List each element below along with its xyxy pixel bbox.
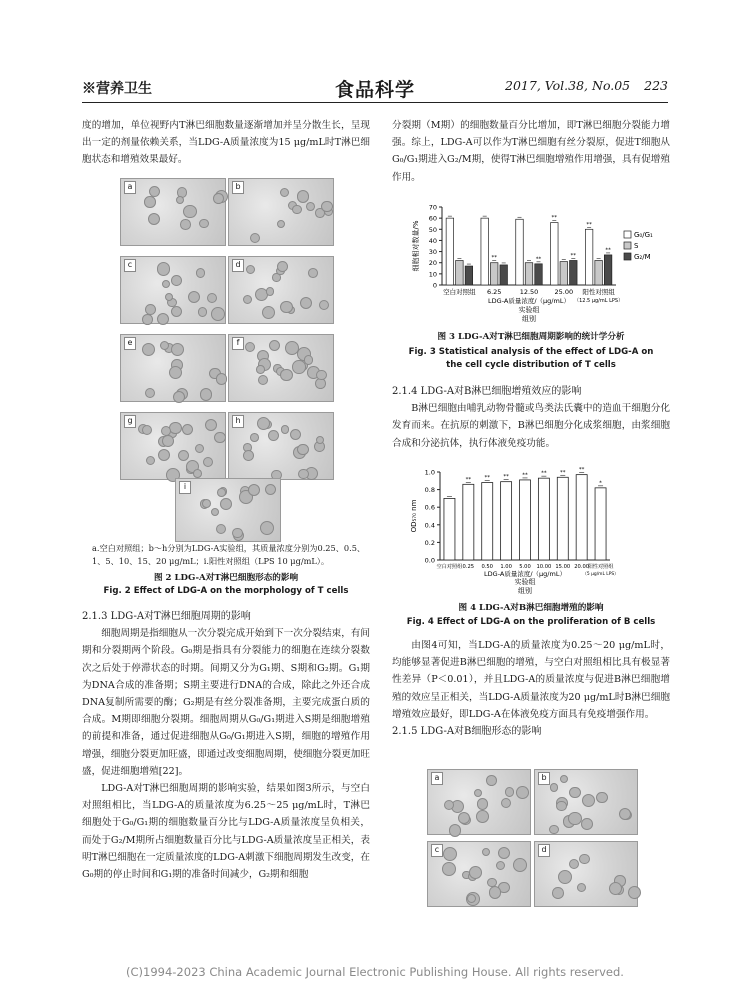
cell-blob <box>443 847 457 861</box>
significance-mark: ** <box>605 247 611 254</box>
y-axis-label: OD₅₇₀ nm <box>410 499 418 533</box>
cell-blob <box>316 370 327 381</box>
cell-blob <box>298 469 309 480</box>
cell-blob <box>214 432 226 444</box>
right-top-paragraph <box>392 117 670 186</box>
group-label: 组别 <box>522 315 536 323</box>
cell-blob <box>188 291 200 303</box>
bar <box>446 218 454 285</box>
cell-blob <box>245 342 255 352</box>
cell-blob <box>162 280 170 288</box>
photo-panel-c <box>120 256 226 324</box>
bar <box>595 488 606 560</box>
cell-blob <box>160 341 169 350</box>
photo-panel-b <box>534 769 638 835</box>
photo-panel-g <box>120 412 226 480</box>
right-body <box>392 637 670 740</box>
cell-blob <box>157 262 170 275</box>
cell-blob <box>157 313 169 325</box>
cell-blob <box>477 798 489 810</box>
cell-blob <box>444 800 454 810</box>
cell-blob <box>173 391 185 403</box>
cell-blob <box>549 825 558 834</box>
cell-blob <box>198 307 208 317</box>
x-tick-label: 阳性对照组 <box>582 288 615 296</box>
y-tick-label: 0.6 <box>424 503 435 512</box>
cell-blob <box>243 295 252 304</box>
cell-blob <box>442 862 456 876</box>
cell-blob <box>176 196 184 204</box>
cell-blob <box>577 883 586 892</box>
legend-label: G₀/G₁ <box>634 231 653 239</box>
cell-blob <box>277 220 285 228</box>
bar <box>465 266 473 285</box>
paragraph-cell-cycle: 细胞周期是指细胞从一次分裂完成开始到下一次分裂结束，有间期和分裂期两个阶段。G₀期是指具有分裂能力的细胞在连续分裂数次之后处于停滞状态的时期。间期又分为G₁期、S期和G₂期。G₁期为DNA合成的准备期；S期主要进行DNA的合成，除此之外还合成DNA复制所需要的酶；G₂期是有丝分裂准备期，主要完成蛋白质的合成。M期即细胞分裂期。细胞周期从G₀/G₁期进入S期是细胞增殖的前提和准备，通过促进细胞从G₀/G₁期进入S期，细胞的增殖作用增强，细胞分裂更加旺盛，即通过改变细胞周期，使细胞分裂更加旺盛，促进细胞增殖[22]。 <box>82 628 370 777</box>
cell-blob <box>165 293 173 301</box>
cell-blob <box>449 824 462 837</box>
cell-blob <box>292 360 305 373</box>
x-tick-label: 空白对照组 <box>436 564 463 570</box>
panel-label: a <box>124 181 136 194</box>
x-tick-label: 5.00 <box>519 564 531 570</box>
cell-blob <box>145 388 156 399</box>
cell-blob <box>482 848 491 857</box>
figure-2-note: a.空白对照组；b～h分别为LDG-A实验组，其质量浓度分别为0.25、0.5、1、5、10、15、20 μg/mL；i.阳性对照组（LPS 10 μg/mL）。 <box>92 543 366 566</box>
cell-blob <box>182 424 193 435</box>
issue-info <box>505 78 668 93</box>
bar <box>456 260 464 285</box>
cell-blob <box>292 205 301 214</box>
bar <box>604 255 612 285</box>
cell-blob <box>220 498 232 510</box>
legend-swatch <box>624 253 631 260</box>
photo-panel-a <box>427 769 531 835</box>
section-name: ※营养卫生 <box>82 81 152 97</box>
cell-blob <box>280 301 293 314</box>
cell-blob <box>513 858 527 872</box>
cell-blob <box>269 340 280 351</box>
cell-blob <box>213 193 224 204</box>
cell-blob <box>277 261 288 272</box>
y-tick-label: 40 <box>428 236 437 245</box>
cell-blob <box>569 859 579 869</box>
panel-label: e <box>124 337 136 350</box>
cell-blob <box>300 297 312 309</box>
cell-blob <box>260 521 274 535</box>
bar <box>595 260 603 285</box>
panel-label: d <box>538 844 550 857</box>
cell-blob <box>216 373 227 384</box>
figure-3-chart <box>392 195 672 343</box>
x-tick-label: 20.00 <box>574 564 590 570</box>
photo-panel-c <box>427 841 531 907</box>
y-tick-label: 10 <box>428 270 437 279</box>
cell-blob <box>290 429 301 440</box>
cell-blob <box>469 866 482 879</box>
x-tick-label: 阳性对照组 <box>587 564 614 570</box>
cell-blob <box>142 314 153 325</box>
cell-blob <box>297 444 309 456</box>
bar <box>538 478 549 560</box>
y-tick-label: 0.2 <box>424 538 435 547</box>
legend-label: S <box>634 242 639 250</box>
cell-blob <box>306 202 315 211</box>
bar <box>570 260 578 285</box>
cell-blob <box>280 188 289 197</box>
cell-blob <box>145 304 156 315</box>
bar <box>501 482 512 560</box>
cell-blob <box>195 444 204 453</box>
cell-blob <box>205 419 217 431</box>
panel-label: c <box>124 259 136 272</box>
x-tick-label: 15.00 <box>555 564 571 570</box>
cell-blob <box>262 306 275 319</box>
cell-blob <box>162 435 174 447</box>
cell-blob <box>266 287 274 295</box>
x-tick-label: 1.00 <box>500 564 512 570</box>
cell-blob <box>158 449 170 461</box>
bar <box>482 483 493 560</box>
y-tick-label: 0.4 <box>424 521 435 530</box>
cell-blob <box>268 430 279 441</box>
photo-panel-e <box>120 334 226 402</box>
group-label: 实验组 <box>518 306 540 314</box>
photo-panel-d <box>534 841 638 907</box>
cell-blob <box>568 812 582 826</box>
cell-blob <box>560 775 569 784</box>
right-section-2-1-4 <box>392 383 670 452</box>
significance-mark: * <box>599 480 602 487</box>
cell-blob <box>171 275 182 286</box>
significance-mark: ** <box>484 475 490 482</box>
paragraph-fig4-result: 由图4可知，当LDG-A的质量浓度为0.25～20 μg/mL时，均能够显著促进B淋巴细胞的增殖，与空白对照组相比具有极显著性差异（P＜0.01），并且LDG-A的质量浓度与促进B淋巴细胞增殖的效应呈正相关，当LDG-A质量浓度为20 μg/mL时B淋巴细胞增殖效应最好，即LDG-A在体液免疫方面具有免疫增强作用。 <box>392 640 670 720</box>
panel-label: f <box>232 337 244 350</box>
paragraph-b-cells: B淋巴细胞由哺乳动物骨髓或鸟类法氏囊中的造血干细胞分化发育而来。在抗原的刺激下，B淋巴细胞分化成浆细胞，由浆细胞合成和分泌抗体，执行体液免疫功能。 <box>392 403 670 449</box>
section-heading-2-1-3: 2.1.3 LDG-A对T淋巴细胞周期的影响 <box>82 611 251 622</box>
cell-blob <box>297 190 310 203</box>
y-tick-label: 60 <box>428 214 437 223</box>
bar <box>463 484 474 560</box>
cell-blob <box>579 854 590 865</box>
y-tick-label: 30 <box>428 248 437 257</box>
panel-label: h <box>232 415 244 428</box>
group-label: LDG-A质量浓度/（μg/mL） <box>488 297 570 305</box>
cell-blob <box>516 786 529 799</box>
cell-blob <box>211 508 219 516</box>
panel-label: b <box>232 181 244 194</box>
cell-blob <box>489 886 502 899</box>
copyright-footer: (C)1994-2023 China Academic Journal Electronic Publishing House. All rights reserved. <box>126 965 624 979</box>
bar <box>557 477 568 560</box>
significance-mark: ** <box>551 215 558 222</box>
cell-blob <box>200 388 212 400</box>
significance-mark: ** <box>491 255 497 262</box>
figure-3-caption-cn: 图 3 LDG-A对T淋巴细胞周期影响的统计学分析 <box>437 332 625 342</box>
paragraph-cycle-result: LDG-A对T淋巴细胞周期的影响实验，结果如图3所示，与空白对照组相比，当LDG-A的质量浓度为6.25～25 μg/mL时，T淋巴细胞处于G₀/G₁期的细胞数量百分比与LDG-A质量浓度呈负相关，而处于G₂/M期所占细胞数量百分比与LDG-A质量浓度呈正相关，表明T淋巴细胞在一定质量浓度的LDG-A刺激下细胞周期发生改变，在G₀期的停止时间和G₁期的准备时间减少，G₂期和细胞 <box>82 783 370 881</box>
panel-label: b <box>538 772 550 785</box>
section-heading-2-1-5: 2.1.5 LDG-A对B细胞形态的影响 <box>392 726 542 738</box>
cell-blob <box>199 219 209 229</box>
legend-label: G₂/M <box>634 253 651 261</box>
significance-mark: ** <box>503 474 509 481</box>
cell-blob <box>207 293 218 304</box>
x-tick-label: 0.50 <box>481 564 494 570</box>
cell-blob <box>281 425 289 433</box>
significance-mark: ** <box>560 469 566 476</box>
paragraph: 度的增加，单位视野内T淋巴细胞数量逐渐增加并呈分散生长，呈现出一定的剂量依赖关系，当LDG-A质量浓度为15 μg/mL时T淋巴细胞状态和增殖效果最好。 <box>82 120 370 166</box>
panel-label: g <box>124 415 136 428</box>
bar <box>490 263 498 285</box>
cell-blob <box>280 369 292 381</box>
panel-label: d <box>232 259 244 272</box>
y-tick-label: 1.0 <box>424 468 435 477</box>
cell-blob <box>285 341 299 355</box>
y-axis-label: 细胞相对数量/% <box>412 220 420 272</box>
cell-blob <box>203 457 213 467</box>
x-tick-label: （5 μg/mL LPS） <box>582 572 619 577</box>
cell-blob <box>148 213 160 225</box>
x-tick-label: 空白对照组 <box>443 288 476 296</box>
panel-label: a <box>431 772 443 785</box>
bar <box>535 264 543 285</box>
significance-mark: ** <box>522 472 528 479</box>
cell-blob <box>308 268 318 278</box>
cell-blob <box>142 343 155 356</box>
cell-blob <box>256 365 265 374</box>
bar <box>560 262 568 285</box>
figure-3-caption-en: Fig. 3 Statistical analysis of the effect of LDG-A on the cell cycle distribution of T cells <box>408 347 654 370</box>
figure-2-caption-cn: 图 2 LDG-A对T淋巴细胞形态的影响 <box>153 573 299 583</box>
cell-blob <box>171 306 182 317</box>
x-tick-label: 6.25 <box>486 288 502 296</box>
figure-4-chart <box>392 462 672 602</box>
cell-blob <box>628 886 641 899</box>
photo-panel-d <box>228 256 334 324</box>
significance-mark: ** <box>586 221 592 228</box>
figure-4-caption-cn: 图 4 LDG-A对B淋巴细胞增殖的影响 <box>458 603 604 613</box>
left-top-paragraph <box>82 117 370 169</box>
cell-blob <box>609 882 622 895</box>
y-tick-label: 0 <box>432 281 437 290</box>
cell-blob <box>144 196 155 207</box>
cell-blob <box>552 887 564 899</box>
cell-blob <box>581 818 593 830</box>
cell-blob <box>149 186 160 197</box>
bar <box>444 498 455 560</box>
cell-blob <box>180 219 191 230</box>
cell-blob <box>250 233 260 243</box>
cell-blob <box>248 484 260 496</box>
panel-label: i <box>179 481 191 494</box>
legend-swatch <box>624 242 631 249</box>
x-tick-label: 0.25 <box>462 564 475 570</box>
cell-blob <box>258 375 268 385</box>
cell-blob <box>550 783 558 791</box>
figure-2-caption-en: Fig. 2 Effect of LDG-A on the morphology of T cells <box>103 586 349 596</box>
section-heading-2-1-4: 2.1.4 LDG-A对B淋巴细胞增殖效应的影响 <box>392 386 582 397</box>
cell-blob <box>250 433 259 442</box>
x-tick-label: （12.5 μg/mL LPS） <box>574 298 624 304</box>
bar <box>481 218 489 285</box>
cell-blob <box>193 469 202 478</box>
group-label: 组别 <box>518 587 532 595</box>
cell-blob <box>216 524 226 534</box>
cell-blob <box>582 794 595 807</box>
photo-panel-i <box>175 478 281 542</box>
cell-blob <box>217 488 226 497</box>
cell-blob <box>142 425 152 435</box>
cell-blob <box>498 847 510 859</box>
bar <box>500 265 508 285</box>
photo-panel-b <box>228 178 334 246</box>
journal-name: 食品科学 <box>334 79 415 101</box>
x-tick-label: 25.00 <box>554 288 574 296</box>
y-tick-label: 70 <box>428 203 437 212</box>
group-label: LDG-A质量浓度/（μg/mL） <box>484 570 566 578</box>
cell-blob <box>202 499 211 508</box>
photo-panel-h <box>228 412 334 480</box>
significance-mark: ** <box>535 256 542 263</box>
photo-panel-f <box>228 334 334 402</box>
paragraph: 分裂期（M期）的细胞数量百分比增加，即T淋巴细胞分裂能力增强。综上，LDG-A可以作为T淋巴细胞有丝分裂原，促进T细胞从G₀/G₁期进入G₂/M期，使得T淋巴细胞增殖作用增强，具有促增殖作用。 <box>392 120 670 183</box>
cell-blob <box>169 366 182 379</box>
cell-blob <box>596 792 607 803</box>
cell-blob <box>474 789 482 797</box>
legend-swatch <box>624 231 631 238</box>
bar <box>576 475 587 560</box>
x-tick-label: 10.00 <box>536 564 552 570</box>
cell-blob <box>486 775 497 786</box>
page-number: 223 <box>644 78 668 93</box>
cell-blob <box>196 268 205 277</box>
figure-4-caption-en: Fig. 4 Effect of LDG-A on the proliferation of B cells <box>406 617 656 627</box>
cell-blob <box>178 450 189 461</box>
header-rule <box>82 102 668 103</box>
significance-mark: ** <box>465 476 472 483</box>
left-body <box>82 608 370 883</box>
cell-blob <box>319 300 329 310</box>
cell-blob <box>243 450 254 461</box>
cell-blob <box>265 484 276 495</box>
cell-blob <box>505 787 515 797</box>
cell-blob <box>569 787 581 799</box>
bar <box>551 223 559 285</box>
significance-mark: ** <box>578 467 585 474</box>
y-tick-label: 0.0 <box>424 556 435 565</box>
cell-blob <box>501 798 511 808</box>
cell-blob <box>556 801 566 811</box>
x-tick-label: 12.50 <box>519 288 539 296</box>
cell-blob <box>146 456 155 465</box>
cell-blob <box>496 861 505 870</box>
y-tick-label: 20 <box>428 259 437 268</box>
bar <box>525 263 533 285</box>
cell-blob <box>476 810 489 823</box>
y-tick-label: 0.8 <box>424 486 435 495</box>
bar <box>585 229 593 285</box>
significance-mark: ** <box>570 252 577 259</box>
issue: 2017, Vol.38, No.05 <box>505 78 631 93</box>
bar <box>520 480 531 560</box>
significance-mark: ** <box>541 470 547 477</box>
cell-blob <box>246 265 255 274</box>
group-label: 实验组 <box>514 578 536 586</box>
cell-blob <box>558 870 572 884</box>
cell-blob <box>171 343 184 356</box>
y-tick-label: 50 <box>428 225 437 234</box>
photo-panel-a <box>120 178 226 246</box>
cell-blob <box>211 307 225 321</box>
running-header <box>82 78 668 100</box>
panel-label: c <box>431 844 443 857</box>
cell-blob <box>183 205 196 218</box>
bar <box>516 219 524 285</box>
